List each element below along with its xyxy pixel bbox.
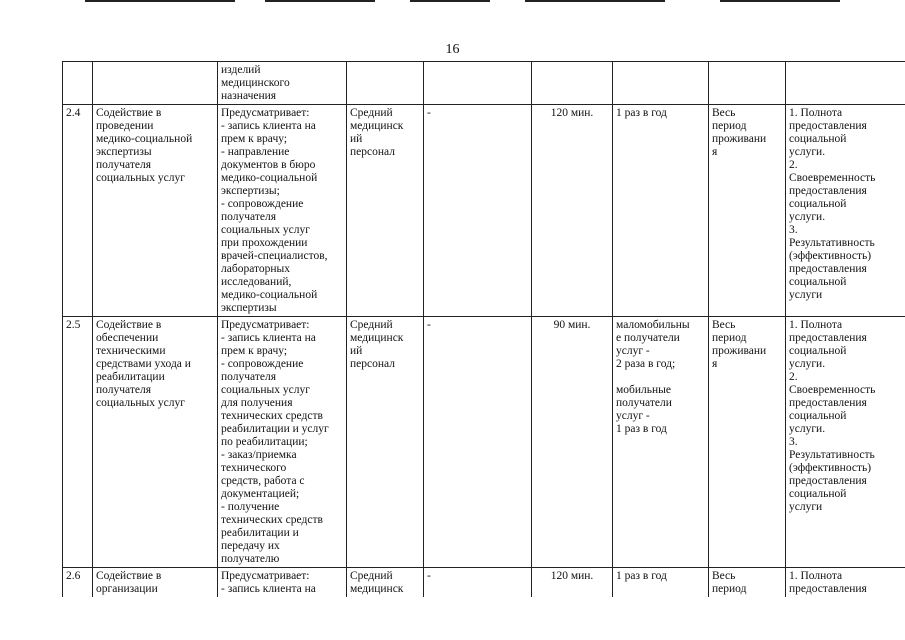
cell-description — [218, 105, 347, 317]
table-row — [63, 105, 905, 317]
cell-line: Предусматривает: — [221, 107, 310, 119]
cell-line: получатели — [616, 397, 672, 409]
cell-line: ий — [350, 133, 363, 145]
cell-line: социальных услуг — [96, 172, 185, 184]
cell-line: мобильные — [616, 384, 672, 396]
cell-line: техническими — [96, 345, 166, 357]
cell-line: Весь — [712, 107, 736, 119]
cell-empty — [424, 62, 532, 105]
cell-num: 2.5 — [63, 317, 93, 568]
cell-line: 1 раз в год — [616, 570, 667, 582]
cell-name — [93, 62, 218, 105]
table-row — [63, 317, 905, 568]
cell-num — [63, 62, 93, 105]
cell-duration: 90 мин. — [532, 317, 613, 568]
cell-line: Средний — [350, 107, 393, 119]
cell-line: услуги — [789, 501, 823, 513]
cell-line: услуги. — [789, 146, 826, 158]
cell-line: медико-социальной — [221, 172, 318, 184]
cell-line: экспертизы — [221, 302, 277, 314]
cell-line: социальной — [789, 276, 847, 288]
cell-line: социальной — [789, 133, 847, 145]
cell-line: 3. — [789, 436, 798, 448]
cell-line: услуг - — [616, 410, 650, 422]
cell-line: 1 раз в год — [616, 107, 667, 119]
cell-line: я — [712, 358, 718, 370]
cell-line: социальной — [789, 198, 847, 210]
cell-line: - сопровождение — [221, 198, 304, 210]
cell-line: е получатели — [616, 332, 680, 344]
cell-line: медицинск — [350, 120, 404, 132]
cell-line: 3. — [789, 224, 798, 236]
page-number: 16 — [445, 42, 460, 57]
cell-line: (эффективность) — [789, 250, 872, 262]
cell-line: период — [712, 332, 747, 344]
cell-line: Своевременность — [789, 172, 876, 184]
cell-line: получателю — [221, 553, 280, 565]
cell-line: услуги — [789, 289, 823, 301]
cell-line: Средний — [350, 319, 393, 331]
cell-duration: 120 мин. — [532, 105, 613, 317]
cell-description — [218, 317, 347, 568]
cell-line: 2 раза в год; — [616, 358, 676, 370]
cell-line: лабораторных — [221, 263, 291, 275]
cell-empty — [786, 62, 905, 105]
cell-line: ий — [350, 345, 363, 357]
services-table — [62, 61, 905, 597]
cell-frequency — [613, 105, 709, 317]
cell-line: медицинского — [221, 77, 290, 89]
cell-line: предоставления — [789, 583, 867, 595]
cell-line: предоставления — [789, 397, 867, 409]
cell-line: 1. Полнота — [789, 570, 843, 582]
cell-line: медико-социальной — [221, 289, 318, 301]
cell-line: Весь — [712, 319, 736, 331]
cell-line: 1. Полнота — [789, 107, 843, 119]
continuation-row — [63, 62, 905, 105]
cell-line: проведении — [96, 120, 154, 132]
cell-line: средств, работа с — [221, 475, 305, 487]
cell-line: услуги. — [789, 211, 826, 223]
cell-extra: - — [424, 105, 532, 317]
cell-line: услуг - — [616, 345, 650, 357]
cell-line: средствами ухода и — [96, 358, 191, 370]
cell-name — [93, 317, 218, 568]
cell-extra: - — [424, 317, 532, 568]
cell-line: для получения — [221, 397, 293, 409]
cell-line: предоставления — [789, 475, 867, 487]
cell-period — [709, 568, 786, 598]
cell-line: организации — [96, 583, 158, 595]
cell-line: 1 раз в год — [616, 423, 667, 435]
cell-line: период — [712, 120, 747, 132]
cell-duration: 120 мин. — [532, 568, 613, 598]
cell-line: проживани — [712, 133, 767, 145]
cell-empty — [613, 62, 709, 105]
cell-line: предоставления — [789, 120, 867, 132]
cell-line: Результативность — [789, 449, 875, 461]
cell-empty — [709, 62, 786, 105]
cell-line: 1. Полнота — [789, 319, 843, 331]
cell-line: реабилитации — [96, 371, 165, 383]
cell-line: социальной — [789, 345, 847, 357]
top-scan-rule — [0, 0, 905, 2]
cell-line: - запись клиента на — [221, 332, 316, 344]
cell-line: проживани — [712, 345, 767, 357]
blank-line — [616, 371, 705, 384]
cell-line: Средний — [350, 570, 393, 582]
cell-num: 2.4 — [63, 105, 93, 317]
cell-line: получателя — [221, 211, 276, 223]
cell-line: персонал — [350, 358, 395, 370]
cell-criteria — [786, 568, 905, 598]
cell-frequency — [613, 317, 709, 568]
cell-line: социальных услуг — [221, 224, 310, 236]
cell-line: (эффективность) — [789, 462, 872, 474]
cell-line: - направление — [221, 146, 290, 158]
cell-name — [93, 568, 218, 598]
cell-staff — [347, 317, 424, 568]
cell-line: Своевременность — [789, 384, 876, 396]
cell-line: социальной — [789, 488, 847, 500]
cell-line: социальной — [789, 410, 847, 422]
cell-line: 2. — [789, 371, 798, 383]
cell-line: реабилитации и — [221, 527, 299, 539]
cell-criteria — [786, 317, 905, 568]
cell-line: технических средств — [221, 514, 323, 526]
cell-line: врачей-специалистов, — [221, 250, 328, 262]
cell-line: социальных услуг — [96, 397, 185, 409]
cell-line: маломобильны — [616, 319, 690, 331]
cell-line: назначения — [221, 90, 277, 102]
cell-line: - получение — [221, 501, 280, 513]
cell-line: Содействие в — [96, 107, 162, 119]
cell-line: - запись клиента на — [221, 120, 316, 132]
cell-line: предоставления — [789, 185, 867, 197]
cell-line: - запись клиента на — [221, 583, 316, 595]
cell-line: услуги. — [789, 358, 826, 370]
cell-line: получателя — [96, 159, 151, 171]
cell-line: прем к врачу; — [221, 133, 288, 145]
cell-line: прем к врачу; — [221, 345, 288, 357]
cell-line: Содействие в — [96, 570, 162, 582]
cell-line: Содействие в — [96, 319, 162, 331]
cell-line: технических средств — [221, 410, 323, 422]
cell-name — [93, 105, 218, 317]
cell-line: экспертизы — [96, 146, 152, 158]
cell-staff — [347, 105, 424, 317]
cell-empty — [532, 62, 613, 105]
cell-line: по реабилитации; — [221, 436, 308, 448]
cell-line: - заказ/приемка — [221, 449, 297, 461]
cell-line: документов в бюро — [221, 159, 316, 171]
cell-line: Весь — [712, 570, 736, 582]
cell-description — [218, 62, 347, 105]
cell-description — [218, 568, 347, 598]
cell-line: обеспечении — [96, 332, 159, 344]
cell-line: медицинск — [350, 583, 404, 595]
cell-line: изделий — [221, 64, 261, 76]
cell-line: получателя — [96, 384, 151, 396]
cell-line: передачу их — [221, 540, 280, 552]
cell-line: предоставления — [789, 263, 867, 275]
cell-line: 2. — [789, 159, 798, 171]
cell-frequency — [613, 568, 709, 598]
cell-line: реабилитации и услуг — [221, 423, 329, 435]
cell-line: услуги. — [789, 423, 826, 435]
cell-line: персонал — [350, 146, 395, 158]
cell-line: экспертизы; — [221, 185, 280, 197]
cell-criteria — [786, 105, 905, 317]
cell-line: документацией; — [221, 488, 300, 500]
table-body — [63, 62, 905, 598]
cell-line: при прохождении — [221, 237, 308, 249]
cell-line: технического — [221, 462, 287, 474]
cell-line: медицинск — [350, 332, 404, 344]
cell-line: исследований, — [221, 276, 292, 288]
cell-line: Предусматривает: — [221, 319, 310, 331]
cell-num: 2.6 — [63, 568, 93, 598]
cell-line: социальных услуг — [221, 384, 310, 396]
cell-period — [709, 105, 786, 317]
cell-line: Результативность — [789, 237, 875, 249]
cell-empty — [347, 62, 424, 105]
cell-line: предоставления — [789, 332, 867, 344]
cell-line: - сопровождение — [221, 358, 304, 370]
cell-staff — [347, 568, 424, 598]
cell-line: я — [712, 146, 718, 158]
cell-line: Предусматривает: — [221, 570, 310, 582]
cell-line: медико-социальной — [96, 133, 193, 145]
cell-line: период — [712, 583, 747, 595]
cell-line: получателя — [221, 371, 276, 383]
cell-extra: - — [424, 568, 532, 598]
cell-period — [709, 317, 786, 568]
table-row — [63, 568, 905, 598]
